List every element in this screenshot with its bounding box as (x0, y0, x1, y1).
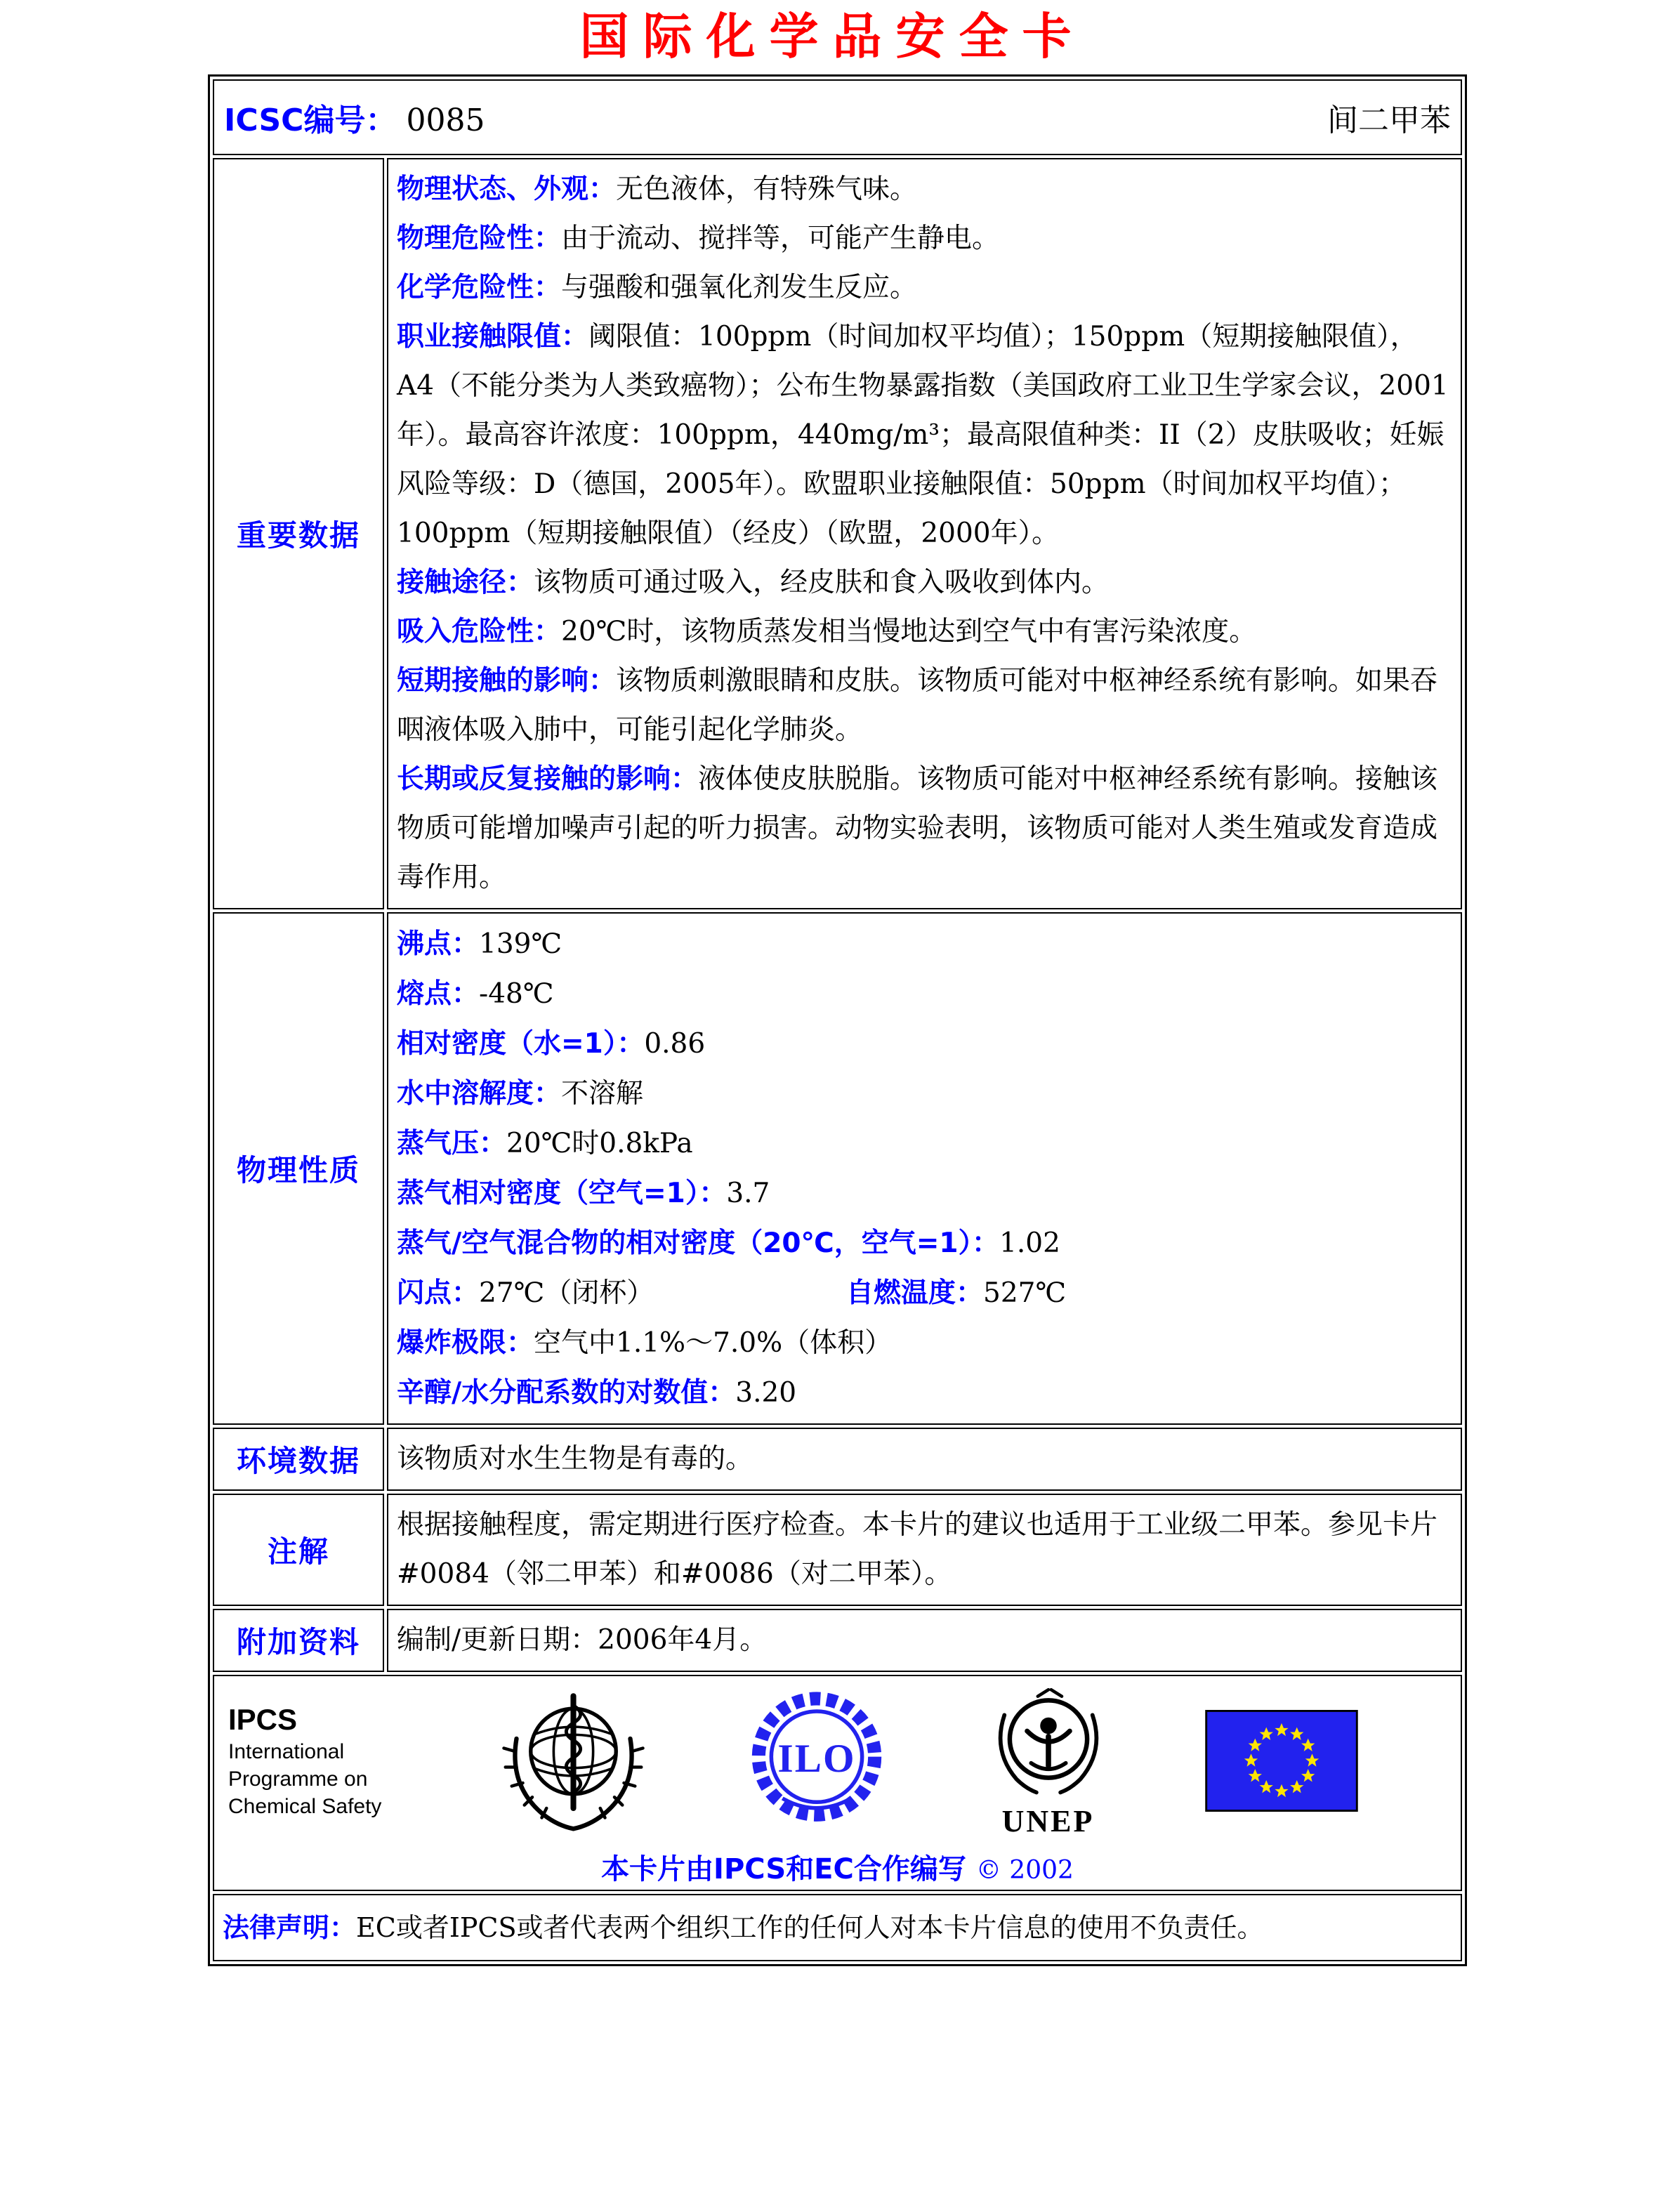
ipcs-subtitle-line: Chemical Safety (228, 1795, 382, 1818)
field-label: 水中溶解度： (397, 1078, 562, 1110)
notes-row (213, 1494, 1462, 1606)
section-title-important: 重要数据 (213, 158, 384, 909)
field-text: 139℃ (479, 928, 562, 960)
physical-item (397, 1168, 1452, 1218)
field-label: 蒸气压： (397, 1128, 507, 1159)
field-label: 物理危险性： (397, 223, 562, 254)
field-label: 爆炸极限： (397, 1327, 534, 1359)
caption-text: 本卡片由IPCS和EC合作编写 (601, 1853, 966, 1885)
field-text: 27℃（闭杯） (479, 1277, 654, 1309)
legal-label: 法律声明： (223, 1912, 357, 1943)
field-label: 蒸气相对密度（空气=1）： (397, 1178, 727, 1209)
physical-item (397, 1019, 1452, 1069)
field-text: 1.02 (999, 1227, 1060, 1259)
ipcs-title: IPCS (228, 1703, 298, 1736)
unep-label: UNEP (1001, 1803, 1095, 1838)
section-title-addendum: 附加资料 (213, 1609, 384, 1672)
field-label: 物理状态、外观： (397, 173, 617, 205)
important-item (397, 263, 1452, 312)
physical-properties-row (213, 912, 1462, 1425)
svg-text:ILO: ILO (777, 1736, 856, 1781)
field-text: 空气中1.1%～7.0%（体积） (534, 1327, 893, 1359)
field-text: 阈限值：100ppm（时间加权平均值）；150ppm（短期接触限值），A4（不能分类为人类致癌物）；公布生物暴露指数（美国政府工业卫生学家会议，2001年）。最高容许浓度：100ppm，440mg/m³；最高限值种类：II（2）皮肤吸收；妊娠风险等级：D（德国，2005年）。欧盟职业接触限值：50ppm（时间加权平均值）；100ppm（短期接触限值）（经皮）（欧盟，2000年）。 (397, 321, 1449, 549)
physical-item (397, 1119, 1452, 1168)
who-icon (494, 1682, 652, 1840)
field-text: 20℃时，该物质蒸发相当慢地达到空气中有害污染浓度。 (561, 616, 1257, 647)
field-text: 液体使皮肤脱脂。该物质可能对中枢神经系统有影响。接触该物质可能增加噪声引起的听力损害。动物实验表明，该物质可能对人类生殖或发育造成毒作用。 (397, 763, 1438, 893)
important-item (397, 657, 1452, 755)
header-row (213, 79, 1462, 155)
ipcs-subtitle-line: International (228, 1740, 345, 1763)
legal-cell (213, 1894, 1462, 1961)
copyright-text: © 2002 (975, 1856, 1074, 1885)
addendum-text: 编制/更新日期：2006年4月。 (397, 1624, 768, 1656)
field-text: 该物质刺激眼睛和皮肤。该物质可能对中枢神经系统有影响。如果吞咽液体吸入肺中，可能引起化学肺炎。 (397, 665, 1438, 746)
addendum-row (213, 1609, 1462, 1672)
eu-flag-icon (1205, 1710, 1358, 1812)
important-item (397, 214, 1452, 263)
logos-row (213, 1675, 1462, 1891)
field-label: 闪点： (397, 1277, 480, 1309)
field-text: 不溶解 (561, 1078, 644, 1110)
important-data-row (213, 158, 1462, 909)
physical-item (397, 919, 1452, 969)
icsc-number-group (224, 95, 485, 140)
important-data-content (387, 158, 1462, 909)
field-text: 3.7 (726, 1178, 770, 1209)
page-title: 国际化学品安全卡 (579, 8, 1086, 65)
icsc-number-label: ICSC编号： (224, 103, 397, 138)
field-label: 相对密度（水=1）： (397, 1028, 645, 1060)
section-title-environment: 环境数据 (213, 1428, 384, 1491)
notes-text: 根据接触程度，需定期进行医疗检查。本卡片的建议也适用于工业级二甲苯。参见卡片#0084（邻二甲苯）和#0086（对二甲苯）。 (397, 1509, 1438, 1590)
environment-row (213, 1428, 1462, 1491)
legal-row (213, 1894, 1462, 1961)
field-label: 短期接触的影响： (397, 665, 617, 697)
card-caption (225, 1847, 1449, 1887)
important-item (397, 312, 1452, 558)
field-label: 熔点： (397, 978, 480, 1010)
field-text: 527℃ (983, 1277, 1067, 1309)
ilo-icon (742, 1687, 891, 1836)
chemical-name: 间二甲苯 (1327, 103, 1451, 138)
field-label: 长期或反复接触的影响： (397, 763, 699, 795)
field-label: 接触途径： (397, 567, 534, 598)
physical-item (397, 1318, 1452, 1368)
field-text: 该物质可通过吸入，经皮肤和食入吸收到体内。 (534, 567, 1110, 598)
environment-content (387, 1428, 1462, 1491)
physical-item (397, 969, 1452, 1019)
field-text: 20℃时0.8kPa (506, 1128, 693, 1159)
physical-properties-content (387, 912, 1462, 1425)
ipcs-subtitle-line: Programme on (228, 1767, 368, 1791)
field-text: 3.20 (735, 1377, 797, 1409)
physical-item (397, 1069, 1452, 1119)
important-item (397, 755, 1452, 902)
important-item (397, 558, 1452, 607)
section-title-physical: 物理性质 (213, 912, 384, 1425)
field-label: 吸入危险性： (397, 616, 562, 647)
physical-item (397, 1218, 1452, 1268)
physical-item (397, 1368, 1452, 1418)
legal-text: EC或者IPCS或者代表两个组织工作的任何人对本卡片信息的使用不负责任。 (356, 1912, 1264, 1943)
field-label: 沸点： (397, 928, 480, 960)
field-text: 0.86 (644, 1028, 706, 1060)
field-label: 职业接触限值： (397, 321, 589, 353)
flash-point-pair (397, 1268, 846, 1318)
header-cell (213, 79, 1462, 155)
logos-cell (213, 1675, 1462, 1891)
addendum-content (387, 1609, 1462, 1672)
field-label: 化学危险性： (397, 272, 562, 303)
ipcs-text-block (228, 1701, 404, 1820)
important-item (397, 165, 1452, 214)
icsc-number-value: 0085 (406, 103, 485, 138)
field-text: -48℃ (479, 978, 554, 1010)
field-text: 无色液体，有特殊气味。 (616, 173, 918, 205)
notes-content (387, 1494, 1462, 1606)
field-text: 由于流动、搅拌等，可能产生静电。 (561, 223, 1000, 254)
environment-text: 该物质对水生生物是有毒的。 (397, 1443, 753, 1475)
section-title-notes: 注解 (213, 1494, 384, 1606)
unep-icon (982, 1685, 1115, 1837)
field-text: 与强酸和强氧化剂发生反应。 (561, 272, 918, 303)
field-label: 自燃温度： (846, 1277, 984, 1309)
icsc-card-table (208, 74, 1467, 1966)
field-label: 辛醇/水分配系数的对数值： (397, 1377, 736, 1409)
field-label: 蒸气/空气混合物的相对密度（20℃，空气=1）： (397, 1227, 1000, 1259)
important-item (397, 607, 1452, 657)
physical-item-flash-autoignition (397, 1268, 1452, 1318)
